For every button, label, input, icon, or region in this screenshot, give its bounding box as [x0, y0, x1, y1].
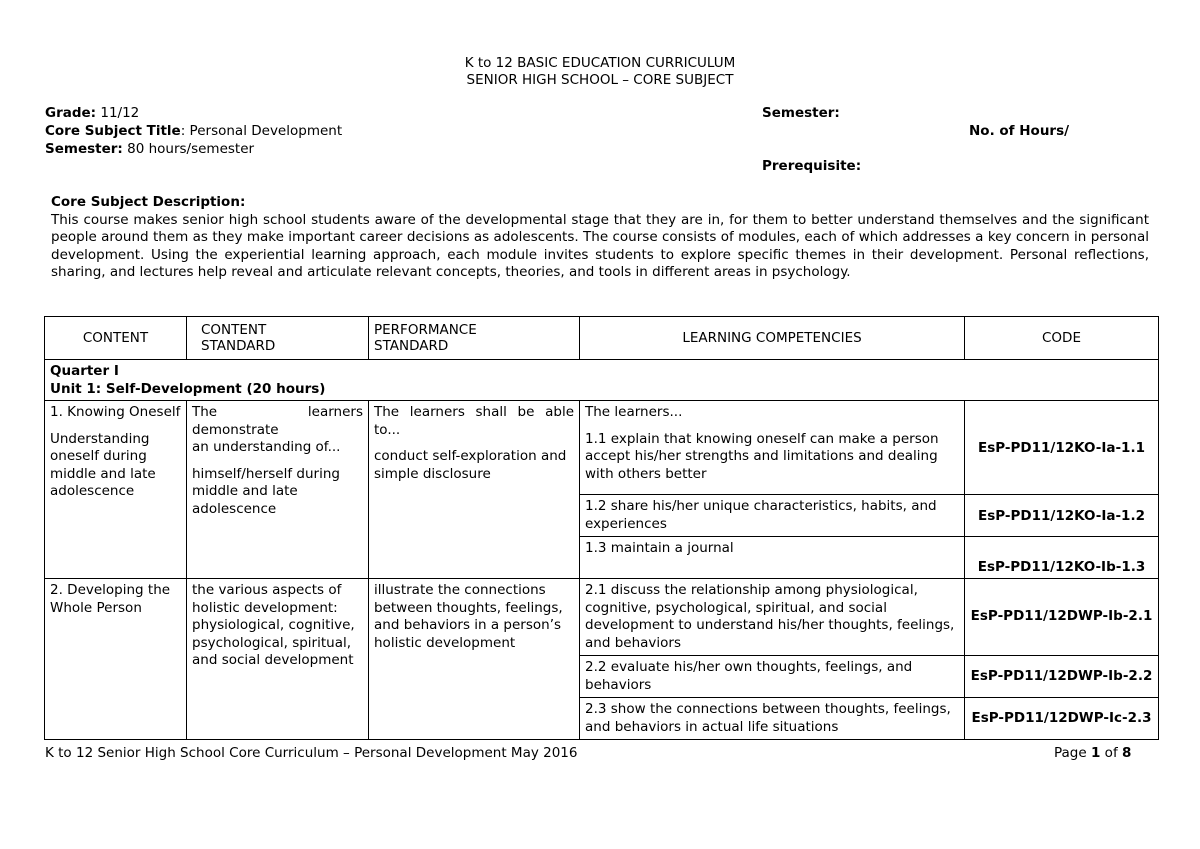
- lc-intro: The learners...: [585, 404, 683, 420]
- content-cell-knowing-oneself: [45, 401, 187, 579]
- subject-title-label: Core Subject Title: [45, 123, 181, 139]
- table-row: [45, 579, 1159, 656]
- cs-detail: himself/herself during middle and late adolescence: [192, 465, 340, 517]
- curriculum-table: [44, 316, 1159, 740]
- content-standard-cell: the various aspects of holistic development: physiological, cognitive, psychological, spiritual, and social development: [187, 579, 369, 740]
- col-header-code: CODE: [965, 317, 1159, 360]
- code-cell: EsP-PD11/12DWP-Ic-2.3: [965, 698, 1159, 740]
- col-header-performance-standard: [369, 317, 580, 360]
- content-standard-cell: [187, 401, 369, 579]
- page-of: of: [1100, 745, 1122, 761]
- subject-title-value: : Personal Development: [180, 123, 343, 139]
- code-cell: EsP-PD11/12DWP-Ib-2.1: [965, 579, 1159, 656]
- ps-detail: conduct self-exploration and simple disclosure: [374, 448, 567, 482]
- grade-value: 11/12: [96, 105, 140, 121]
- semester-hours-line: [45, 141, 254, 157]
- code-cell: EsP-PD11/12KO-Ib-1.3: [965, 537, 1159, 579]
- table-header-row: [45, 317, 1159, 360]
- cs-intro: The learners demonstrate: [192, 404, 363, 438]
- code-cell: EsP-PD11/12KO-Ia-1.2: [965, 495, 1159, 537]
- code-cell: EsP-PD11/12KO-Ia-1.1: [965, 401, 1159, 495]
- grade-line: [45, 105, 139, 121]
- unit-label: Unit 1: Self-Development (20 hours): [50, 381, 326, 397]
- description-heading: Core Subject Description:: [51, 194, 246, 210]
- prerequisite-label: Prerequisite:: [762, 158, 862, 174]
- content-subtitle: Understanding oneself during middle and late adolescence: [50, 430, 156, 499]
- content-cell-developing-whole-person: 2. Developing the Whole Person: [45, 579, 187, 740]
- footer-text: K to 12 Senior High School Core Curriculum – Personal Development May 2016: [45, 745, 578, 761]
- lc-item: 2.3 show the connections between thoughts, feelings, and behaviors in actual life situations: [580, 698, 965, 740]
- page-indicator: [1054, 745, 1131, 761]
- col-header-content-standard-l2: STANDARD: [201, 338, 276, 354]
- grade-label: Grade:: [45, 105, 97, 121]
- page-total: 8: [1122, 745, 1132, 761]
- semester-value: 80 hours/semester: [122, 141, 255, 157]
- description-text: This course makes senior high school students aware of the developmental stage that they are in, for them to better understand themselves and the significant people around them as they make important career decisions as adolescents. The course consists of modules, each of which addresses a key concern in personal development. Using the experiential learning approach, each module invites students to explore specific themes in their development. Personal reflections, sharing, and lectures help reveal and articulate relevant concepts, theories, and tools in different areas in psychology.: [51, 212, 1149, 280]
- doc-title-line2: SENIOR HIGH SCHOOL – CORE SUBJECT: [466, 72, 734, 88]
- col-header-content-standard: [187, 317, 369, 360]
- performance-standard-cell: illustrate the connections between thoughts, feelings, and behaviors in a person’s holistic development: [369, 579, 580, 740]
- lc-item: 2.1 discuss the relationship among physiological, cognitive, psychological, spiritual, and social development to understand his/her thoughts, feelings, and behaviors: [580, 579, 965, 656]
- right-semester-label: Semester:: [762, 105, 840, 121]
- table-row: [45, 401, 1159, 495]
- doc-title-line1: K to 12 BASIC EDUCATION CURRICULUM: [464, 55, 736, 71]
- hours-label: No. of Hours/: [969, 123, 1070, 139]
- competency-cell: [580, 401, 965, 495]
- content-title: 1. Knowing Oneself: [50, 404, 181, 420]
- performance-standard-cell: [369, 401, 580, 579]
- ps-intro: The learners shall be able to...: [374, 404, 574, 438]
- col-header-content-standard-l1: CONTENT: [201, 322, 267, 338]
- cs-line: an understanding of...: [192, 439, 341, 455]
- col-header-performance-standard-l1: PERFORMANCE: [374, 322, 477, 338]
- col-header-performance-standard-l2: STANDARD: [374, 338, 449, 354]
- quarter-row: [45, 360, 1159, 401]
- lc-item: 1.1 explain that knowing oneself can make a person accept his/her strengths and limitations and dealing with others better: [585, 430, 939, 482]
- lc-item: 1.3 maintain a journal: [580, 537, 965, 579]
- lc-item: 2.2 evaluate his/her own thoughts, feelings, and behaviors: [580, 656, 965, 698]
- semester-label: Semester:: [45, 141, 123, 157]
- page-prefix: Page: [1054, 745, 1091, 761]
- col-header-learning-competencies: LEARNING COMPETENCIES: [580, 317, 965, 360]
- subject-title-line: [45, 123, 342, 139]
- page-number: 1: [1090, 745, 1101, 761]
- code-cell: EsP-PD11/12DWP-Ib-2.2: [965, 656, 1159, 698]
- col-header-content: CONTENT: [45, 317, 187, 360]
- lc-item: 1.2 share his/her unique characteristics, habits, and experiences: [580, 495, 965, 537]
- quarter-label: Quarter I: [50, 363, 119, 379]
